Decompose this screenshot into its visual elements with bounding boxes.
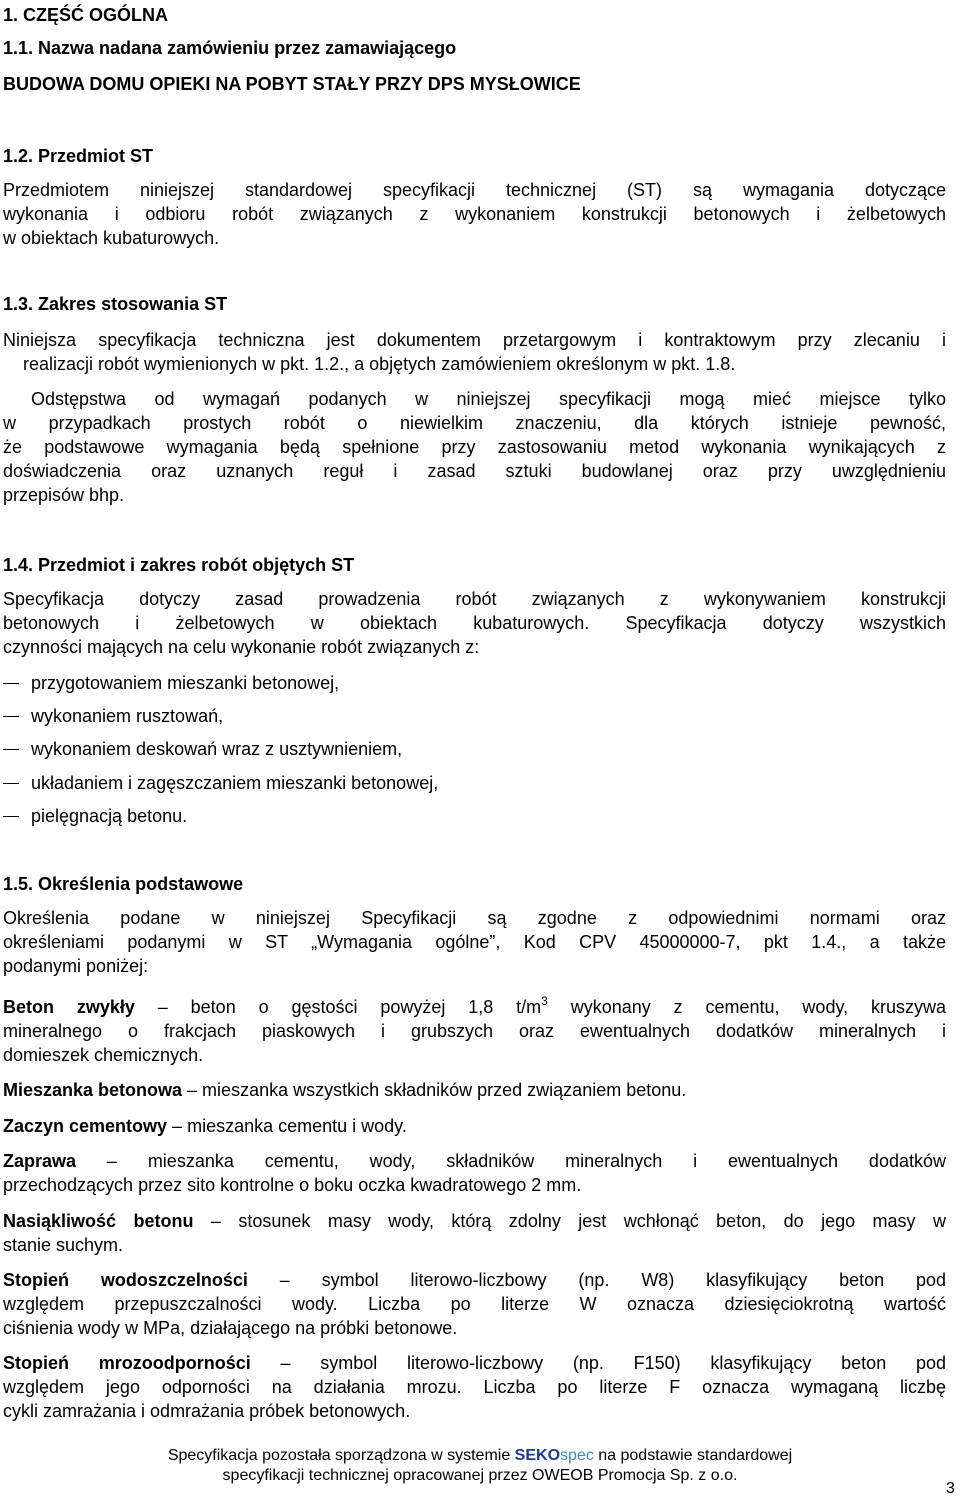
heading-1-1: 1.1. Nazwa nadana zamówieniu przez zamawiającego <box>3 38 457 58</box>
definition-nasiakliwosc-betonu <box>3 1209 946 1257</box>
definition-stopien-wodoszczelnosci <box>3 1268 946 1340</box>
text-line: w obiektach kubaturowych. <box>3 228 220 248</box>
text-line: Stopień mrozoodporności – symbol literowo-liczbowy (np. F150) klasyfikujący beton pod <box>3 1353 946 1373</box>
text-line: Zaczyn cementowy – mieszanka cementu i wody. <box>3 1116 407 1136</box>
definition-term: Nasiąkliwość betonu <box>3 1211 194 1231</box>
text-line: ciśnienia wody w MPa, działającego na próbki betonowe. <box>3 1318 458 1338</box>
text-line: określeniami podanymi w ST „Wymagania ogólne”, Kod CPV 45000000-7, pkt 1.4., a także <box>3 932 946 952</box>
text-line: Odstępstwa od wymagań podanych w niniejszej specyfikacji mogą mieć miejsce tylko <box>31 389 946 409</box>
heading-czesc-ogolna: 1. CZĘŚĆ OGÓLNA <box>3 5 169 25</box>
sec15-intro <box>3 906 946 978</box>
text-line: Nasiąkliwość betonu – stosunek masy wody, którą zdolny jest wchłonąć beton, do jego masy w <box>3 1211 946 1231</box>
text-line: wykonania i odbioru robót związanych z wykonaniem konstrukcji betonowych i żelbetowych <box>3 204 946 224</box>
definition-term: Zaprawa <box>3 1151 77 1171</box>
text-line: względem jego odporności na działania mrozu. Liczba po literze F oznacza wymaganą liczbę <box>3 1377 946 1397</box>
text-line: Stopień wodoszczelności – symbol literowo-liczbowy (np. W8) klasyfikujący beton pod <box>3 1270 947 1290</box>
dash-bullet-icon <box>3 716 19 717</box>
text-line: domieszek chemicznych. <box>3 1045 204 1065</box>
sekospec-logo-spec: spec <box>560 1447 594 1464</box>
footer-line-1: Specyfikacja pozostała sporządzona w systemie SEKOspec na podstawie standardowej <box>167 1447 793 1464</box>
text-line: że podstawowe wymagania będą spełnione przy zastosowaniu metod wykonania wynikających z <box>3 437 946 457</box>
text-line: Specyfikacja dotyczy zasad prowadzenia robót związanych z wykonywaniem konstrukcji <box>3 589 946 609</box>
text-line: Przedmiotem niniejszej standardowej specyfikacji technicznej (ST) są wymagania dotyczące <box>3 180 946 200</box>
sekospec-logo-seko: SEKO <box>514 1447 561 1464</box>
definition-beton-zwykly <box>3 995 946 1067</box>
dash-bullet-icon <box>3 749 19 750</box>
heading-1-5: 1.5. Określenia podstawowe <box>3 874 244 894</box>
definition-mieszanka-betonowa <box>3 1078 946 1102</box>
definition-term: Mieszanka betonowa <box>3 1080 183 1100</box>
superscript: 3 <box>541 994 548 1008</box>
definition-term: Stopień mrozoodporności <box>3 1353 251 1373</box>
definition-term: Beton zwykły <box>3 997 135 1017</box>
heading-1-4: 1.4. Przedmiot i zakres robót objętych ST <box>3 555 355 575</box>
sec13-paragraph-1 <box>3 328 946 376</box>
text-line: czynności mających na celu wykonanie robót związanych z: <box>3 637 480 657</box>
sec12-paragraph <box>3 178 946 250</box>
text-line: Beton zwykły – beton o gęstości powyżej 1,8 $t/m^3$ wykonany z cementu, wody, kruszywa <box>3 994 947 1017</box>
footer-line-2: specyfikacji technicznej opracowanej przez OWEOB Promocja Sp. z o.o. <box>222 1467 738 1484</box>
dash-bullet-icon <box>3 683 19 684</box>
heading-1-3: 1.3. Zakres stosowania ST <box>3 294 228 314</box>
sec14-paragraph <box>3 587 946 659</box>
text-line: doświadczenia oraz uznanych reguł i zasad sztuki budowlanej oraz przy uwzględnieniu <box>3 461 946 481</box>
text-line: realizacji robót wymienionych w pkt. 1.2., a objętych zamówieniem określonym w pkt. 1.8. <box>23 354 736 374</box>
text-line: Zaprawa – mieszanka cementu, wody, składników mineralnych i ewentualnych dodatków <box>3 1151 946 1171</box>
text-line: mineralnego o frakcjach piaskowych i grubszych oraz ewentualnych dodatków mineralnych i <box>3 1021 946 1041</box>
heading-1-2: 1.2. Przedmiot ST <box>3 146 154 166</box>
text-line: cykli zamrażania i odmrażania próbek betonowych. <box>3 1401 411 1421</box>
text-line: Określenia podane w niniejszej Specyfikacji są zgodne z odpowiednimi normami oraz <box>3 908 946 928</box>
definition-stopien-mrozoodpornosci <box>3 1351 946 1423</box>
page-number: 3 <box>946 1480 955 1497</box>
text-line: betonowych i żelbetowych w obiektach kubaturowych. Specyfikacja dotyczy wszystkich <box>3 613 946 633</box>
text-line: w przypadkach prostych robót o niewielkim znaczeniu, dla których istnieje pewność, <box>3 413 946 433</box>
sec13-paragraph-2 <box>3 387 946 507</box>
text-line: przepisów bhp. <box>3 485 125 505</box>
text-line: Mieszanka betonowa – mieszanka wszystkich składników przed związaniem betonu. <box>3 1080 687 1100</box>
dash-bullet-icon <box>3 816 19 817</box>
text-line: podanymi poniżej: <box>3 956 149 976</box>
text-line: Niniejsza specyfikacja techniczna jest dokumentem przetargowym i kontraktowym przy zlecaniu i <box>3 330 946 350</box>
text-line: stanie suchym. <box>3 1235 124 1255</box>
project-name: BUDOWA DOMU OPIEKI NA POBYT STAŁY PRZY DPS MYSŁOWICE <box>3 74 581 94</box>
text-line: względem przepuszczalności wody. Liczba po literze W oznacza dziesięciokrotną wartość <box>3 1294 946 1314</box>
definition-term: Stopień wodoszczelności <box>3 1270 248 1290</box>
definition-zaczyn-cementowy <box>3 1114 946 1138</box>
definition-term: Zaczyn cementowy <box>3 1116 168 1136</box>
dash-bullet-icon <box>3 783 19 784</box>
definition-zaprawa <box>3 1149 946 1197</box>
text-line: przechodzących przez sito kontrolne o boku oczka kwadratowego 2 mm. <box>3 1175 582 1195</box>
document-page: 1. CZĘŚĆ OGÓLNA 1.1. Nazwa nadana zamówieniu przez zamawiającego BUDOWA DOMU OPIEKI NA POBYT STAŁY PRZY DPS MYSŁOWICE 1.2. Przedmiot ST Przedmiotem niniejszej standardowej specyfikacji technicznej (ST) są wymagania dotyczące wykonania i odbioru robót związanych z wykonaniem konstrukcji betonowych i żelbetowych w obiektach kubaturowych. 1.3. Zakres stosowania ST Niniejsza specyfikacja techniczna jest dokumentem przetargowym i kontraktowym przy zlecaniu i realizacji robót wymienionych w pkt. 1.2., a objętych zamówieniem określonym w pkt. 1.8. Odstępstwa od wymagań podanych w niniejszej specyfikacji mogą mieć miejsce tylko w przypadkach prostych robót o niewielkim znaczeniu, dla których istnieje pewność, że podstawowe wymagania będą spełnione przy zastosowaniu metod wykonania wynikających z doświadczenia oraz uznanych reguł i zasad sztuki budowlanej oraz przy uwzględnieniu przepisów bhp. 1.4. Przedmiot i zakres robót objętych ST Specyfikacja dotyczy zasad prowadzenia robót związanych z wykonywaniem konstrukcji betonowych i żelbetowych w obiektach kubaturowych. Specyfikacja dotyczy wszystkich czynności mających na celu wykonanie robót związanych z: przygotowaniem mieszanki betonowej, wykonaniem rusztowań, wykonaniem deskowań wraz z usztywnieniem, układaniem i zagęszczaniem mieszanki betonowej, pielęgnacją betonu. 1.5. Określenia podstawowe Określenia podane w niniejszej Specyfikacji są zgodne z odpowiednimi normami oraz określeniami podanymi w ST „Wymagania ogólne”, Kod CPV 45000000-7, pkt 1.4., a także podanymi poniżej: Beton zwykły – beton o gęstości powyżej 1,8 $t/m^3$ wykonany z cementu, wody, kruszywa mineralnego o frakcjach piaskowych i grubszych oraz ewentualnych dodatków mineralnych i domieszek chemicznych. Mieszanka betonowa – mieszanka wszystkich składników przed związaniem betonu. Zaczyn cementowy – mieszanka cementu i wody. Zaprawa – mieszanka cementu, wody, składników mineralnych i ewentualnych dodatków przechodzących przez sito kontrolne o boku oczka kwadratowego 2 mm. Nasiąkliwość betonu – stosunek masy wody, którą zdolny jest wchłonąć beton, do jego masy w stanie suchym. Stopień wodoszczelności – symbol literowo-liczbowy (np. W8) klasyfikujący beton pod względem przepuszczalności wody. Liczba po literze W oznacza dziesięciokrotną wartość ciśnienia wody w MPa, działającego na próbki betonowe. Stopień mrozoodporności – symbol literowo-liczbowy (np. F150) klasyfikujący beton pod względem jego odporności na działania mrozu. Liczba po literze F oznacza wymaganą liczbę cykli zamrażania i odmrażania próbek betonowych. Specyfikacja pozostała sporządzona w systemie SEKOspec na podstawie standardowej specyfikacji technicznej opracowanej przez OWEOB Promocja Sp. z o.o. 3 <box>0 0 960 1499</box>
